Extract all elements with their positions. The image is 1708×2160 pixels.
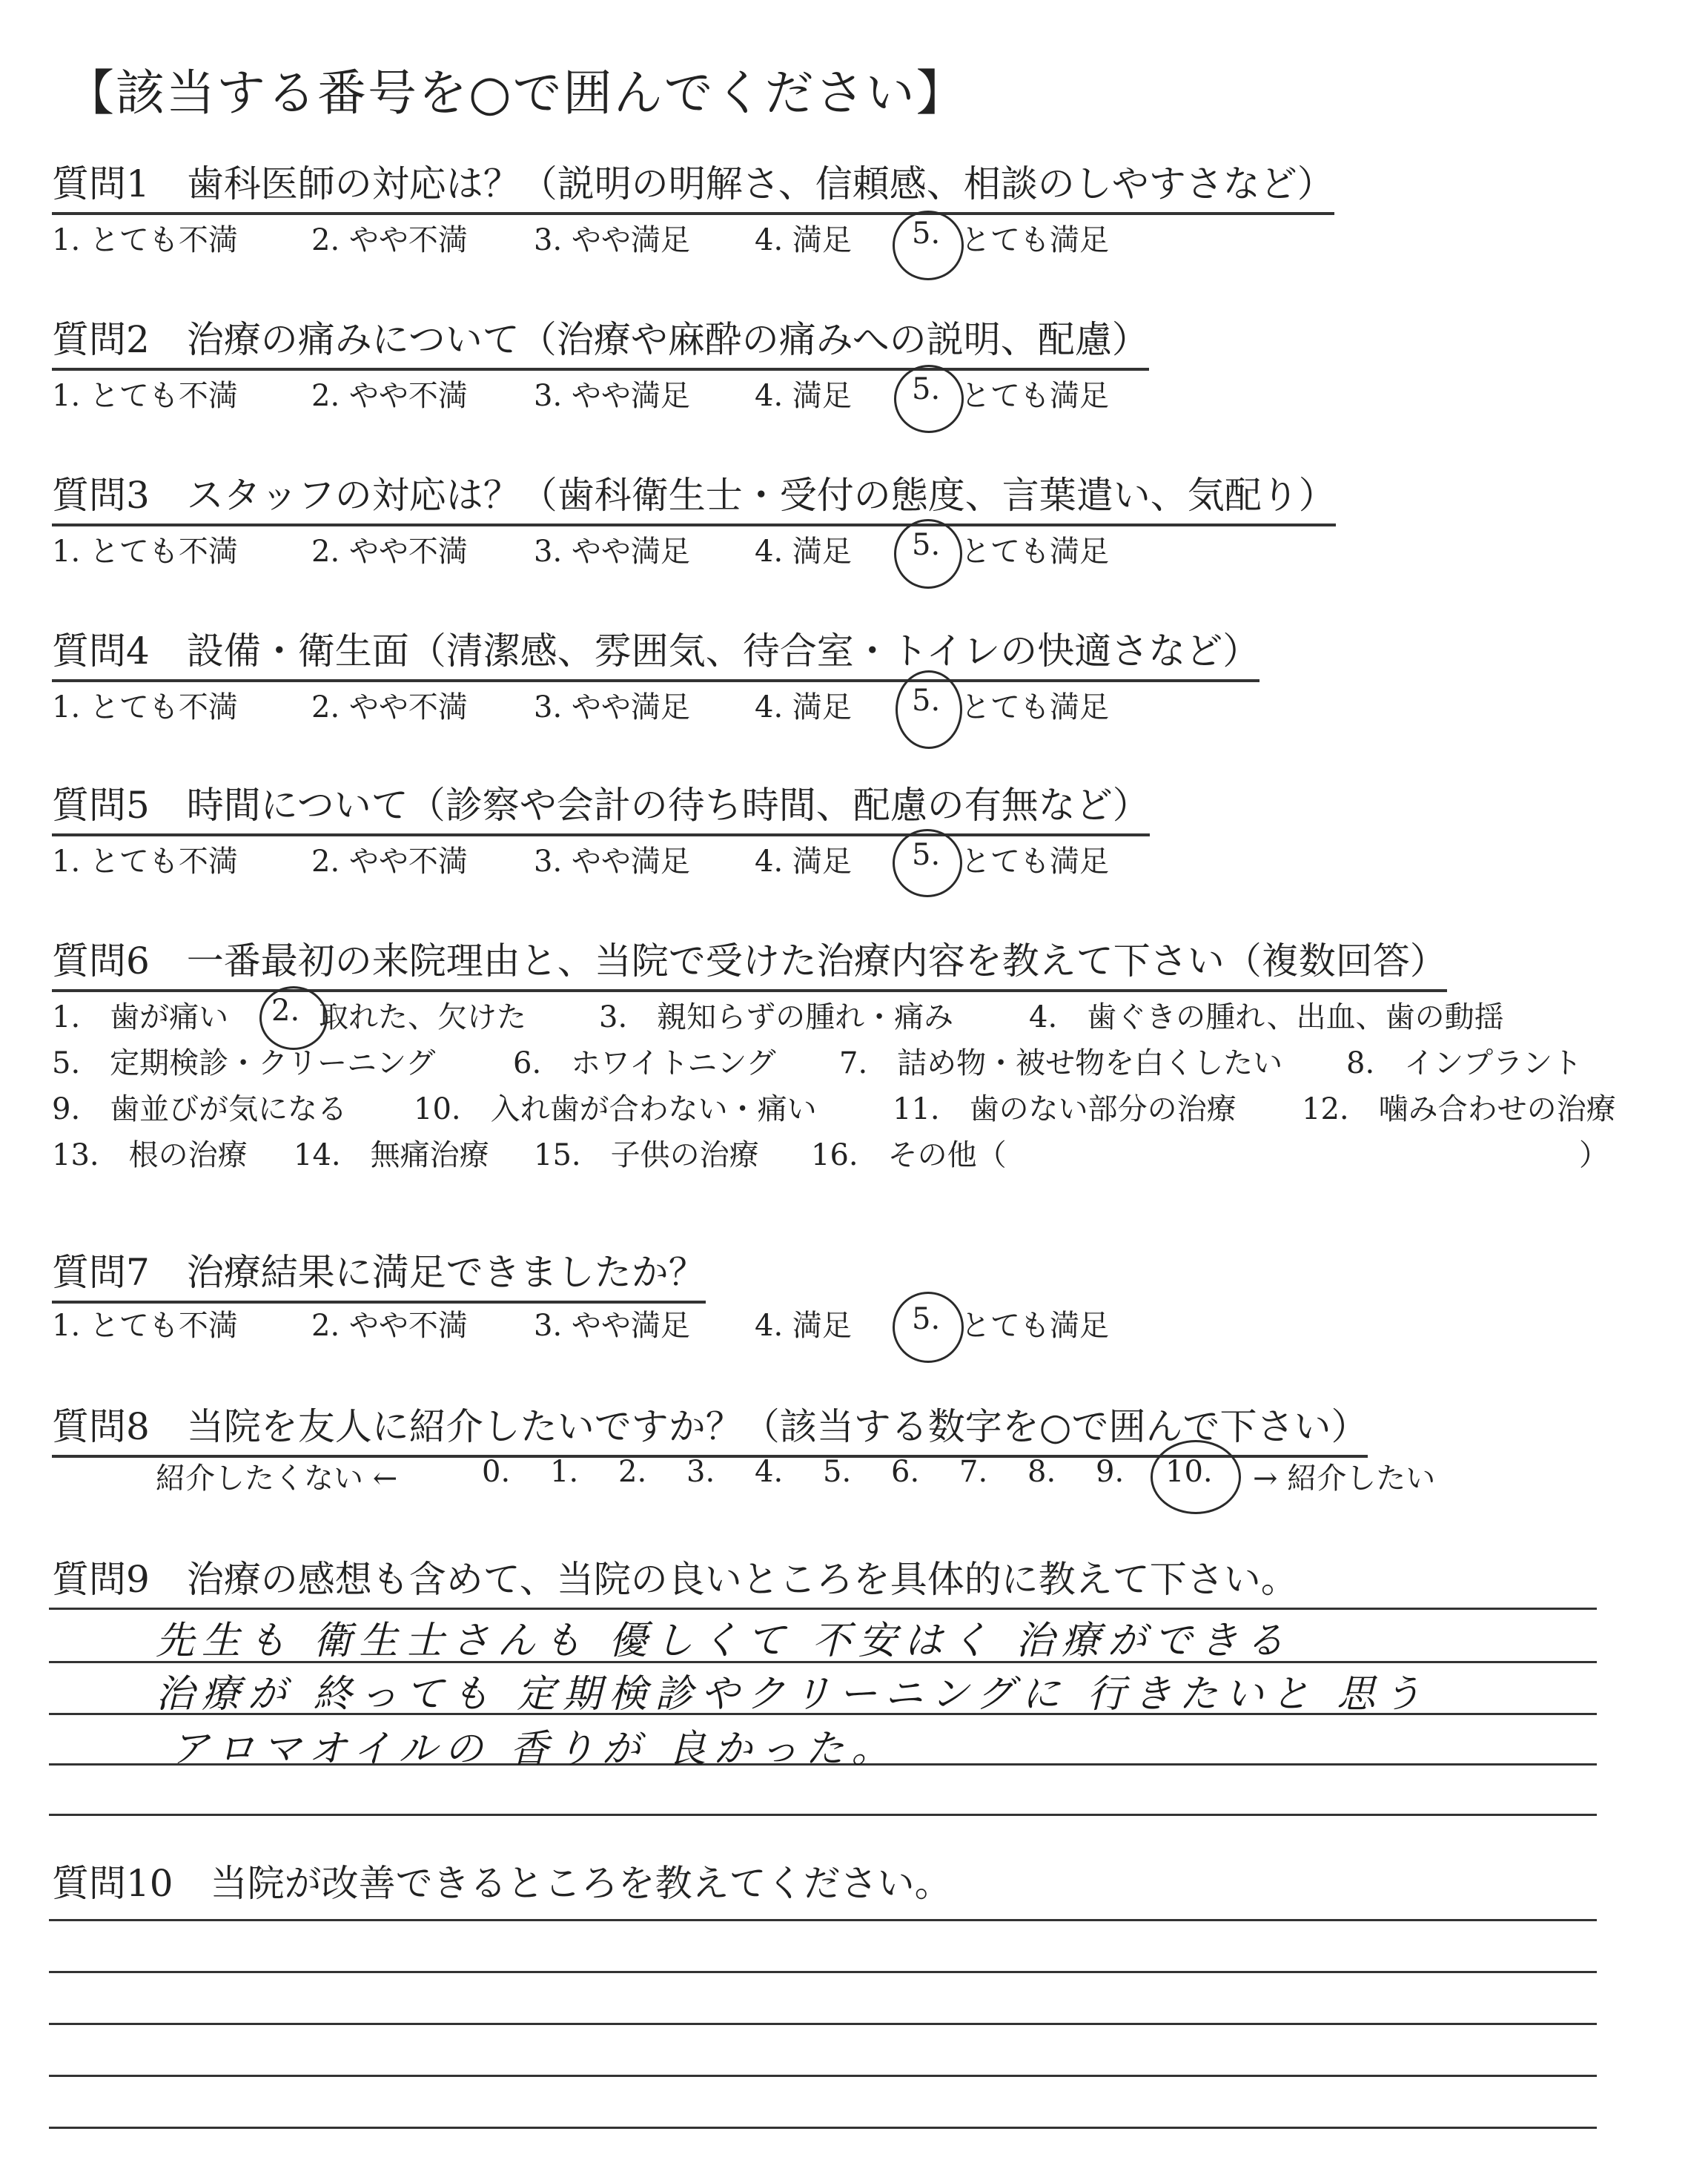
q6-option-13[interactable]: 13. 根の治療 [52, 1138, 248, 1172]
q6-option-4[interactable]: 4. 歯ぐきの腫れ、出血、歯の動揺 [1029, 1000, 1504, 1034]
q8-option-6[interactable]: 6. [891, 1455, 920, 1489]
q8-option-5[interactable]: 5. [823, 1455, 852, 1489]
option-1[interactable]: 1. とても不満 [52, 845, 238, 879]
option-2[interactable]: 2. やや不満 [311, 690, 468, 724]
q9-handwritten-line-2: 治療が 終っても 定期検診やクリーニングに 行きたいと 思う [156, 1672, 1429, 1717]
option-2[interactable]: 2. やや不満 [311, 223, 468, 257]
question-7-heading: 質問7 治療結果に満足できましたか？ [52, 1243, 706, 1304]
option-5-label: とても満足 [961, 223, 1109, 257]
q6-option-12[interactable]: 12. 噛み合わせの治療 [1302, 1092, 1616, 1126]
q6-option-2[interactable]: 2. [271, 994, 300, 1028]
q8-option-8[interactable]: 8. [1027, 1455, 1056, 1489]
option-4[interactable]: 4. 満足 [755, 379, 852, 413]
option-2[interactable]: 2. やや不満 [311, 845, 468, 879]
option-4[interactable]: 4. 満足 [755, 845, 852, 879]
option-5[interactable]: 5. [912, 838, 941, 872]
q6-option-5[interactable]: 5. 定期検診・クリーニング [52, 1046, 436, 1080]
option-4[interactable]: 4. 満足 [755, 535, 852, 569]
q6-option-1[interactable]: 1. 歯が痛い [52, 1000, 229, 1034]
q6-option-7[interactable]: 7. 詰め物・被せ物を白くしたい [839, 1046, 1283, 1080]
option-1[interactable]: 1. とても不満 [52, 223, 238, 257]
option-2[interactable]: 2. やや不満 [311, 379, 468, 413]
answer-circle-q3 [894, 519, 962, 589]
option-4[interactable]: 4. 満足 [755, 1309, 852, 1343]
question-9-heading: 質問9 治療の感想も含めて、当院の良いところを具体的に教えて下さい。 [52, 1558, 1298, 1601]
q8-option-0[interactable]: 0. [482, 1455, 511, 1489]
option-2[interactable]: 2. やや不満 [311, 1309, 468, 1343]
answer-circle-q2 [894, 365, 964, 433]
q9-answer-line-5 [49, 1814, 1597, 1816]
q10-answer-line-3[interactable] [49, 2023, 1597, 2025]
q8-option-9[interactable]: 9. [1096, 1455, 1125, 1489]
option-3[interactable]: 3. やや満足 [534, 223, 690, 257]
q6-option-3[interactable]: 3. 親知らずの腫れ・痛み [599, 1000, 954, 1034]
q6-option-15[interactable]: 15. 子供の治療 [534, 1138, 759, 1172]
q6-option-2-label: 取れた、欠けた [319, 1000, 526, 1034]
option-5-label: とても満足 [961, 379, 1109, 413]
q10-answer-line-4[interactable] [49, 2075, 1597, 2077]
q8-option-10[interactable]: 10. [1165, 1455, 1213, 1489]
option-4[interactable]: 4. 満足 [755, 223, 852, 257]
answer-circle-q8 [1151, 1440, 1241, 1514]
option-2[interactable]: 2. やや不満 [311, 535, 468, 569]
answer-circle-q7 [893, 1292, 964, 1363]
question-6-heading: 質問6 一番最初の来院理由と、当院で受けた治療内容を教えて下さい（複数回答） [52, 931, 1447, 992]
option-5-label: とても満足 [961, 1309, 1109, 1343]
page-title: 【該当する番号を○で囲んでください】 [65, 65, 967, 122]
option-5[interactable]: 5. [912, 372, 941, 406]
q6-option-8[interactable]: 8. インプラント [1346, 1046, 1583, 1080]
q6-option-16[interactable]: 16. その他（ [811, 1138, 1007, 1172]
answer-circle-q4 [896, 670, 962, 749]
option-1[interactable]: 1. とても不満 [52, 1309, 238, 1343]
answer-circle-q1 [893, 211, 964, 280]
option-1[interactable]: 1. とても不満 [52, 379, 238, 413]
q6-option-11[interactable]: 11. 歯のない部分の治療 [893, 1092, 1237, 1126]
option-5[interactable]: 5. [912, 1302, 941, 1336]
question-8-heading: 質問8 当院を友人に紹介したいですか？（該当する数字を○で囲んで下さい） [52, 1397, 1368, 1458]
option-5[interactable]: 5. [912, 217, 941, 251]
q8-option-7[interactable]: 7. [959, 1455, 988, 1489]
question-1-heading: 質問1 歯科医師の対応は？（説明の明解さ、信頼感、相談のしやすさなど） [52, 154, 1334, 215]
q8-option-4[interactable]: 4. [755, 1455, 784, 1489]
option-4[interactable]: 4. 満足 [755, 690, 852, 724]
q10-answer-line-5[interactable] [49, 2127, 1597, 2129]
q6-option-6[interactable]: 6. ホワイトニング [513, 1046, 776, 1080]
q8-option-1[interactable]: 1. [550, 1455, 579, 1489]
question-3-heading: 質問3 スタッフの対応は？（歯科衛生士・受付の態度、言葉遣い、気配り） [52, 466, 1336, 526]
q8-option-3[interactable]: 3. [686, 1455, 715, 1489]
q8-right-label: → 紹介したい [1253, 1462, 1436, 1496]
q10-answer-line-2[interactable] [49, 1971, 1597, 1973]
option-1[interactable]: 1. とても不満 [52, 535, 238, 569]
q6-option-10[interactable]: 10. 入れ歯が合わない・痛い [414, 1092, 817, 1126]
answer-circle-q5 [893, 829, 962, 897]
option-3[interactable]: 3. やや満足 [534, 1309, 690, 1343]
q6-option-9[interactable]: 9. 歯並びが気になる [52, 1092, 348, 1126]
option-5[interactable]: 5. [912, 528, 941, 562]
option-5-label: とても満足 [961, 845, 1109, 879]
option-3[interactable]: 3. やや満足 [534, 535, 690, 569]
q9-handwritten-line-1: 先生も 衛生士さんも 優しくて 不安はく 治療ができる [156, 1619, 1292, 1663]
option-3[interactable]: 3. やや満足 [534, 690, 690, 724]
option-5-label: とても満足 [961, 535, 1109, 569]
q9-handwritten-line-3: アロマオイルの 香りが 良かった。 [171, 1727, 898, 1771]
question-4-heading: 質問4 設備・衛生面（清潔感、雰囲気、待合室・トイレの快適さなど） [52, 621, 1260, 682]
option-3[interactable]: 3. やや満足 [534, 845, 690, 879]
option-5-label: とても満足 [961, 690, 1109, 724]
q8-left-label: 紹介したくない ← [156, 1462, 398, 1496]
question-2-heading: 質問2 治療の痛みについて（治療や麻酔の痛みへの説明、配慮） [52, 310, 1149, 371]
option-1[interactable]: 1. とても不満 [52, 690, 238, 724]
q8-option-2[interactable]: 2. [618, 1455, 647, 1489]
question-5-heading: 質問5 時間について（診察や会計の待ち時間、配慮の有無など） [52, 776, 1150, 836]
option-3[interactable]: 3. やや満足 [534, 379, 690, 413]
q10-answer-line-1[interactable] [49, 1919, 1597, 1921]
q6-option-14[interactable]: 14. 無痛治療 [294, 1138, 489, 1172]
option-5[interactable]: 5. [912, 684, 941, 718]
question-10-heading: 質問10 当院が改善できるところを教えてください。 [52, 1862, 952, 1905]
q6-other-close-paren: ） [1579, 1138, 1609, 1172]
